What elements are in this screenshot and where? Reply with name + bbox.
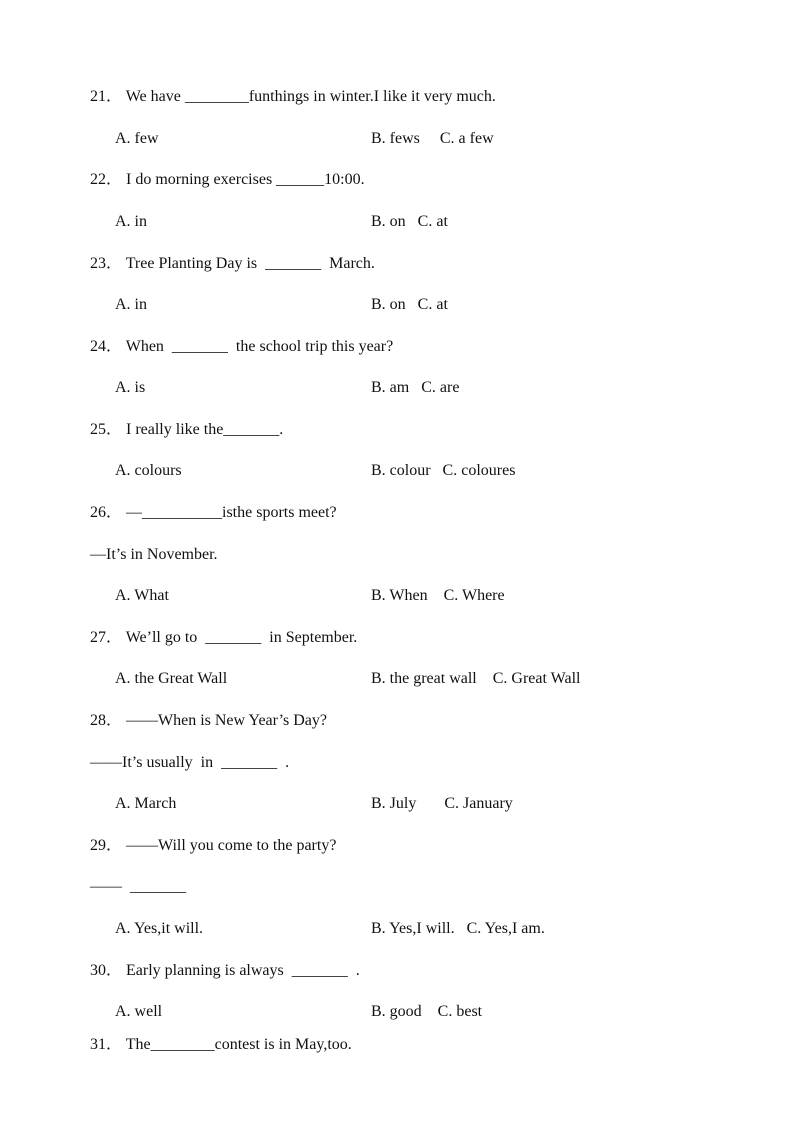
question-25-stem: 25． I really like the_______. <box>90 421 284 438</box>
question-23-stem: 23． Tree Planting Day is _______ March. <box>90 255 375 272</box>
question-28-answer-line: ——It’s usually in _______ . <box>90 754 290 771</box>
question-26-answer-line: —It’s in November. <box>90 546 218 563</box>
question-21-options-bc: B. fews C. a few <box>371 130 494 147</box>
question-26-option-a: A. What <box>115 587 169 604</box>
question-30-option-a: A. well <box>115 1003 163 1020</box>
question-29-answer-line: —— _______ <box>90 878 186 895</box>
question-30-stem: 30． Early planning is always _______ . <box>90 962 360 979</box>
question-23-option-a: A. in <box>115 296 147 313</box>
question-28-stem: 28． ——When is New Year’s Day? <box>90 712 328 729</box>
question-28-option-a: A. March <box>115 795 177 812</box>
question-21-stem: 21． We have ________funthings in winter.I like it very much. <box>90 88 496 105</box>
question-27-stem: 27． We’ll go to _______ in September. <box>90 629 358 646</box>
question-31-stem: 31． The________contest is in May,too. <box>90 1036 352 1053</box>
question-29-stem: 29． ——Will you come to the party? <box>90 837 337 854</box>
question-24-stem: 24． When _______ the school trip this year? <box>90 338 394 355</box>
question-25-option-a: A. colours <box>115 462 182 479</box>
question-30-options-bc: B. good C. best <box>371 1003 483 1020</box>
question-22-options-bc: B. on C. at <box>371 213 448 230</box>
question-25-options-bc: B. colour C. coloures <box>371 462 516 479</box>
question-29-option-a: A. Yes,it will. <box>115 920 204 937</box>
question-24-options-bc: B. am C. are <box>371 379 460 396</box>
question-29-options-bc: B. Yes,I will. C. Yes,I am. <box>371 920 545 937</box>
question-27-options-bc: B. the great wall C. Great Wall <box>371 670 581 687</box>
question-28-options-bc: B. July C. January <box>371 795 513 812</box>
question-23-options-bc: B. on C. at <box>371 296 448 313</box>
question-22-stem: 22． I do morning exercises ______10:00. <box>90 171 365 188</box>
question-27-option-a: A. the Great Wall <box>115 670 228 687</box>
question-21-option-a: A. few <box>115 130 159 147</box>
question-22-option-a: A. in <box>115 213 147 230</box>
question-24-option-a: A. is <box>115 379 146 396</box>
question-26-stem: 26． —__________isthe sports meet? <box>90 504 337 521</box>
question-26-options-bc: B. When C. Where <box>371 587 505 604</box>
